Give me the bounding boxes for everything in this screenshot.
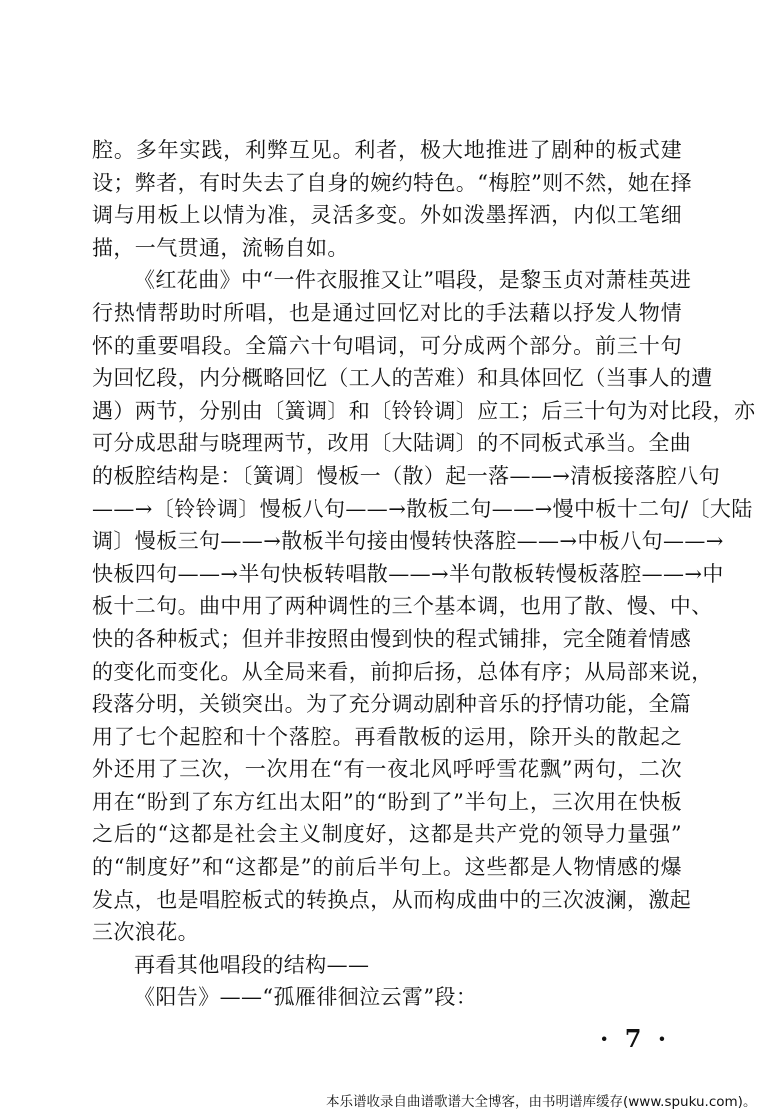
page-number: · 7 ·: [600, 1024, 671, 1053]
body-text: [92, 134, 756, 1014]
text-line: 用了七个起腔和十个落腔。再看散板的运用，除开头的散起之: [92, 724, 682, 749]
text-line: 为回忆段，内分概略回忆（工人的苦难）和具体回忆（当事人的遭: [92, 366, 713, 391]
text-line: 快板四句——→半句快板转唱散——→半句散板转慢板落腔——→中: [92, 561, 724, 586]
text-line: 的变化而变化。从全局来看，前抑后扬，总体有序；从局部来说，: [92, 659, 713, 684]
text-line: 快的各种板式；但并非按照由慢到快的程式铺排，完全随着情感: [92, 626, 692, 651]
text-line: 行热情帮助时所唱，也是通过回忆对比的手法藉以抒发人物情: [92, 300, 682, 325]
text-line: 段落分明，关锁突出。为了充分调动剧种音乐的抒情功能，全篇: [92, 692, 692, 717]
text-line: 发点，也是唱腔板式的转换点，从而构成曲中的三次波澜，激起: [92, 887, 692, 912]
text-line: 怀的重要唱段。全篇六十句唱词，可分成两个部分。前三十句: [92, 333, 682, 358]
text-line: 腔。多年实践，利弊互见。利者，极大地推进了剧种的板式建: [92, 138, 682, 162]
text-line: 《红花曲》中“一件衣服推又让”唱段，是黎玉贞对萧桂英进: [134, 268, 692, 293]
text-line: 遇）两节，分别由〔簧调〕和〔铃铃调〕应工；后三十句为对比段，亦: [92, 398, 756, 423]
text-line: 用在“盼到了东方红出太阳”的“盼到了”半句上，三次用在快板: [92, 789, 682, 814]
text-line: 《阳告》——“孤雁徘徊泣云霄”段：: [134, 985, 478, 1010]
text-line: ——→〔铃铃调〕慢板八句——→散板二句——→慢中板十二句/〔大陆: [92, 496, 753, 521]
footer-note: 本乐谱收录自曲谱歌谱大全博客，由书明谱库缓存(www.spuku.com)。: [326, 1094, 757, 1110]
text-line: 调与用板上以情为准，灵活多变。外如泼墨挥洒，内似工笔细: [92, 203, 682, 228]
text-line: 的板腔结构是：〔簧调〕慢板一（散）起一落——→清板接落腔八句: [92, 463, 721, 488]
text-line: 外还用了三次，一次用在“有一夜北风呼呼雪花飘”两句，二次: [92, 757, 682, 782]
text-line: 设；弊者，有时失去了自身的婉约特色。“梅腔”则不然，她在择: [92, 170, 693, 195]
text-line: 描，一气贯通，流畅自如。: [92, 235, 349, 260]
text-line: 之后的“这都是社会主义制度好，这都是共产党的领导力量强”: [92, 822, 682, 847]
text-line: 三次浪花。: [92, 920, 199, 945]
text-line: 板十二句。曲中用了两种调性的三个基本调，也用了散、慢、中、: [92, 594, 713, 619]
text-line: 的“制度好”和“这都是”的前后半句上。这些都是人物情感的爆: [92, 855, 682, 880]
text-line: 再看其他唱段的结构——: [134, 952, 370, 977]
text-line: 调〕慢板三句——→散板半句接由慢转快落腔——→中板八句——→: [92, 529, 724, 554]
text-line: 可分成思甜与晓理两节，改用〔大陆调〕的不同板式承当。全曲: [92, 431, 692, 456]
